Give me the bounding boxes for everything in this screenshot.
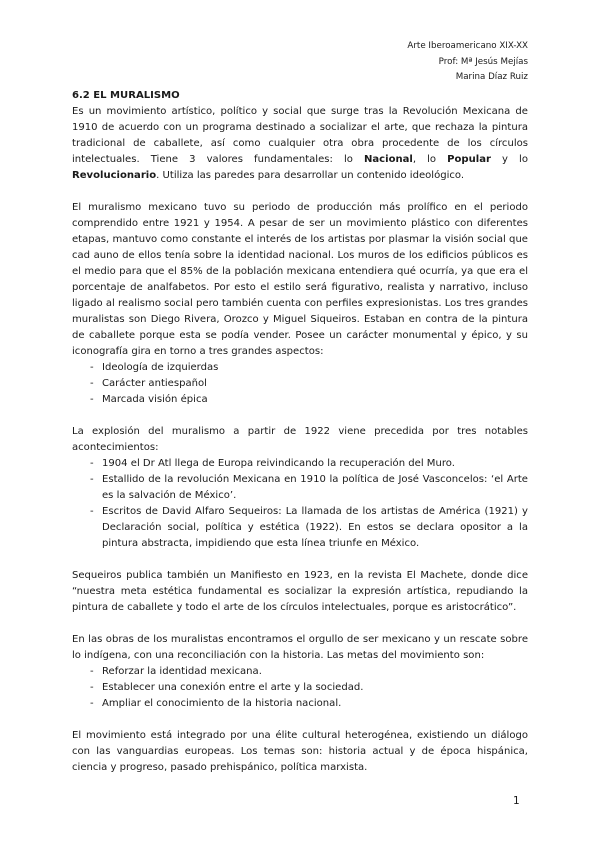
intro-text: Es un movimiento artístico, político y social que surge tras la Revolución Mexicana de 1910 de acuerdo con un programa destinado a socializar el arte, que rechaza la pintura tradicional de caballete, así como cualquier otra obra procedente de los círculos intelectuales. Tiene 3 valores fundamentales: lo	[72, 106, 528, 165]
dash-marker: -	[90, 506, 94, 517]
list-item	[72, 360, 528, 376]
paragraph-movement: El movimiento está integrado por una élite cultural heterogénea, existiendo un diálogo con las vanguardias europeas. Los temas son: historia actual y de época hispánica, ciencia y progreso, pasado prehispánico, política marxista.	[72, 730, 528, 773]
list-item-text: 1904 el Dr Atl llega de Europa reivindicando la recuperación del Muro.	[102, 458, 455, 469]
paragraph-period: El muralismo mexicano tuvo su periodo de producción más prolífico en el periodo comprendido entre 1921 y 1954. A pesar de ser un movimiento plástico con diferentes etapas, mantuvo como constante el interés de los artistas por plasmar la visión social que cad auno de ellos tenía sobre la identidad nacional. Los muros de los edificios públicos es el medio para que el 85% de la población mexicana entendiera qué ocurría, ya que era el porcentaje de analfabetos. Por esto el estilo será figurativo, realista y narrativo, incluso ligado al realismo social pero también cuenta con perfiles expresionistas. Los tres grandes muralistas son Diego Rivera, Orozco y Miguel Siqueiros. Estaban en contra de la pintura de caballete porque esta se podía vender. Posee un carácter monumental y épico, y su iconografía gira en torno a tres grandes aspectos:	[72, 202, 528, 357]
list-item	[72, 472, 528, 504]
spacer	[72, 552, 528, 568]
list-item	[72, 456, 528, 472]
header-course: Arte Iberoamericano XIX-XX	[407, 41, 528, 51]
list-item	[72, 696, 528, 712]
spacer	[72, 616, 528, 632]
spacer	[72, 184, 528, 200]
intro-end: . Utiliza las paredes para desarrollar un contenido ideológico.	[156, 170, 465, 181]
intro-sep-1: , lo	[412, 154, 448, 165]
list-item-text: Ampliar el conocimiento de la historia nacional.	[102, 698, 342, 709]
list-events	[72, 456, 528, 552]
list-item-text: Carácter antiespañol	[102, 378, 207, 389]
dash-marker: -	[90, 698, 94, 709]
list-item-text: Establecer una conexión entre el arte y la sociedad.	[102, 682, 364, 693]
dash-marker: -	[90, 682, 94, 693]
list-item	[72, 376, 528, 392]
list-item	[72, 392, 528, 408]
spacer	[72, 712, 528, 728]
document-body	[72, 88, 528, 776]
dash-marker: -	[90, 474, 94, 485]
page-number: 1	[513, 795, 520, 807]
spacer	[72, 408, 528, 424]
value-nacional: Nacional	[363, 154, 413, 165]
list-item-text: Estallido de la revolución Mexicana en 1910 la política de José Vasconcelos: ‘el Arte es la salvación de México’.	[102, 474, 528, 501]
dash-marker: -	[90, 458, 94, 469]
paragraph-explosion: La explosión del muralismo a partir de 1922 viene precedida por tres notables acontecimientos:	[72, 426, 528, 453]
intro-sep-2: y lo	[490, 154, 528, 165]
dash-marker: -	[90, 362, 94, 373]
dash-marker: -	[90, 378, 94, 389]
list-item	[72, 664, 528, 680]
list-goals	[72, 664, 528, 712]
paragraph-intro	[72, 104, 528, 184]
list-item-text: Escritos de David Alfaro Sequeiros: La llamada de los artistas de América (1921) y Declaración social, política y estética (1922). En estos se declara opositor a la pintura abstracta, impidiendo que esta línea triunfe en México.	[102, 506, 528, 549]
value-revolucionario: Revolucionario	[72, 170, 157, 181]
header-author: Marina Díaz Ruiz	[455, 72, 528, 82]
dash-marker: -	[90, 666, 94, 677]
list-item	[72, 504, 528, 552]
section-title: 6.2 EL MURALISMO	[72, 90, 180, 101]
list-item-text: Reforzar la identidad mexicana.	[102, 666, 262, 677]
paragraph-manifesto: Sequeiros publica también un Manifiesto en 1923, en la revista El Machete, donde dice “nuestra meta estética fundamental es socializar la expresión artística, repudiando la pintura de caballete y todo el arte de los círculos intelectuales, porque es aristocrático”.	[72, 570, 528, 613]
list-item-text: Ideología de izquierdas	[102, 362, 219, 373]
document-header	[407, 39, 528, 86]
list-item-text: Marcada visión épica	[102, 394, 208, 405]
value-popular: Popular	[447, 154, 491, 165]
dash-marker: -	[90, 394, 94, 405]
paragraph-goals: En las obras de los muralistas encontramos el orgullo de ser mexicano y un rescate sobre lo indígena, con una reconciliación con la historia. Las metas del movimiento son:	[72, 634, 528, 661]
list-aspects	[72, 360, 528, 408]
list-item	[72, 680, 528, 696]
header-professor: Prof: Mª Jesús Mejías	[438, 56, 528, 67]
